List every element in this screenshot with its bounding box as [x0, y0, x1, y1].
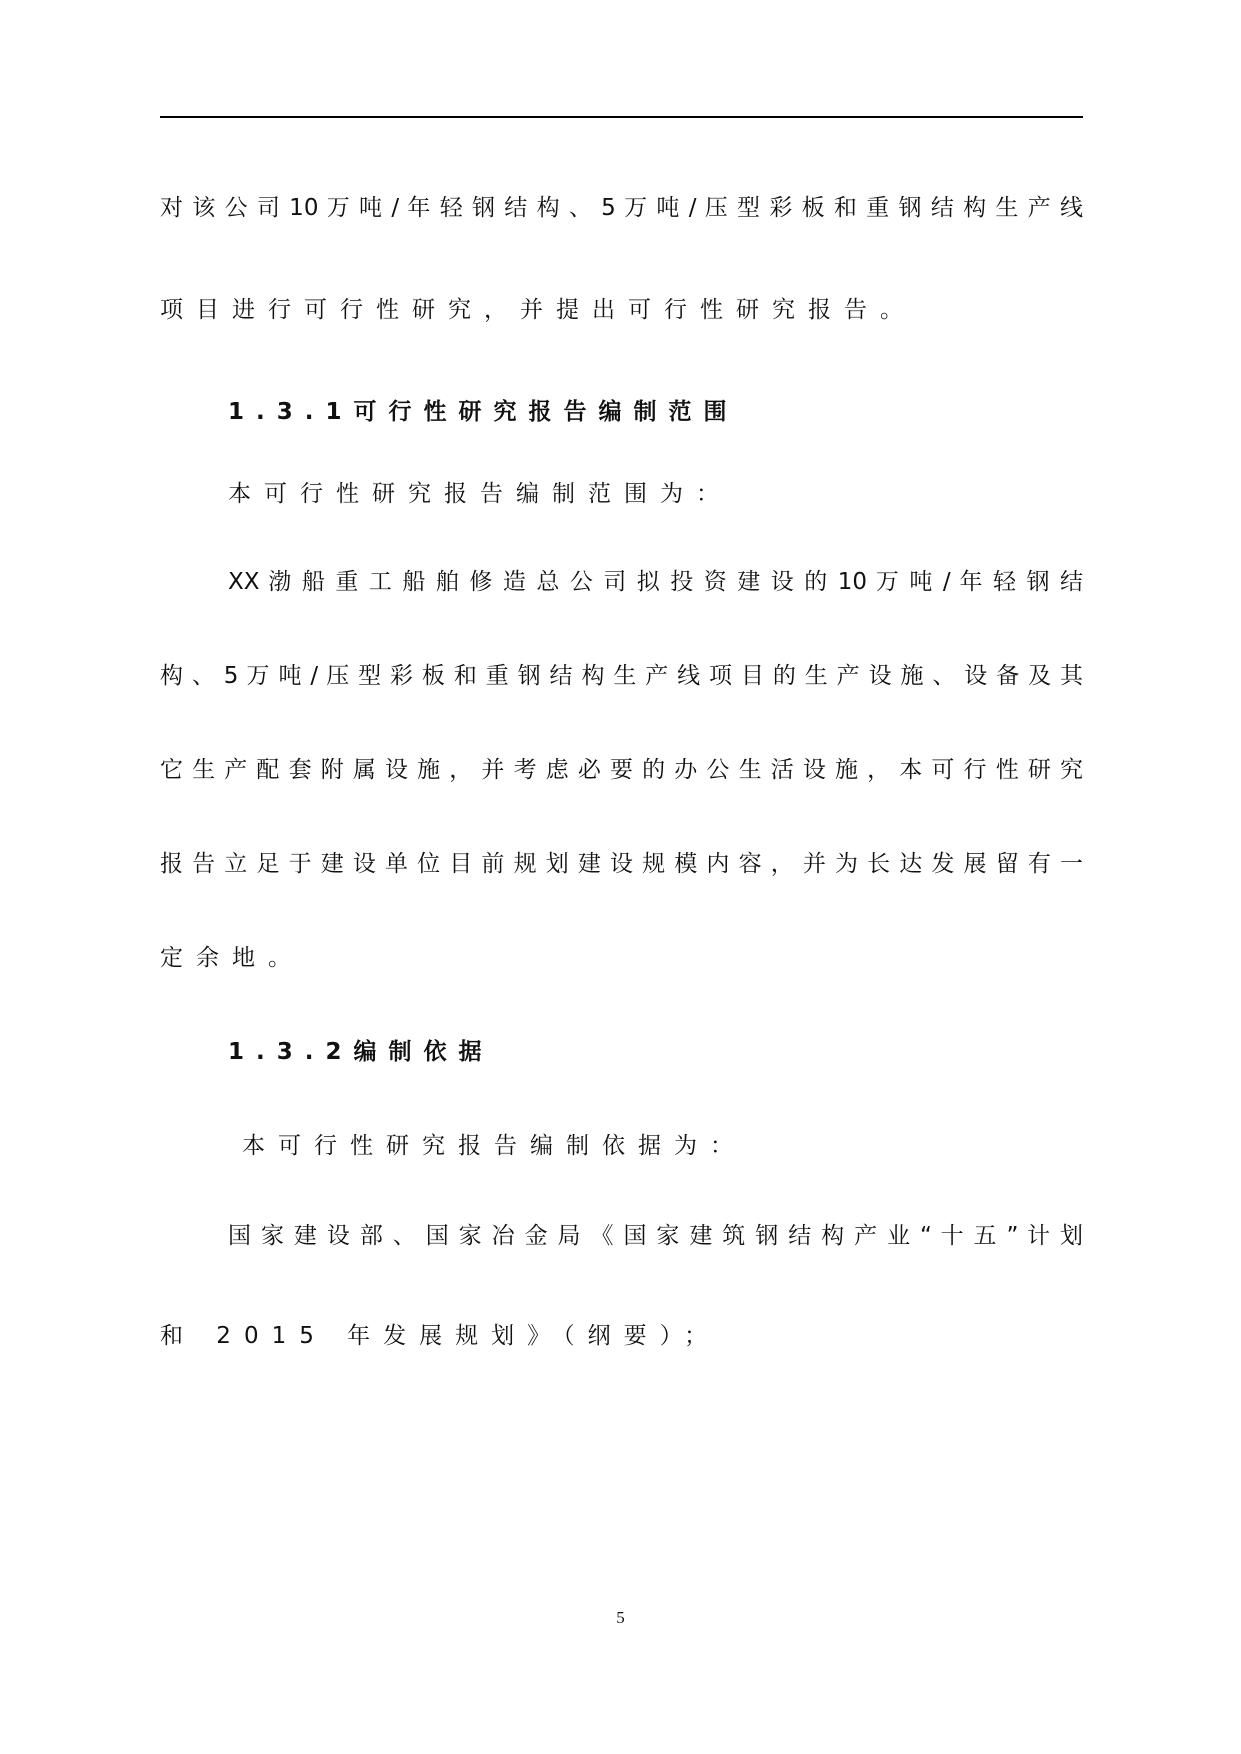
page-number: 5: [616, 1608, 625, 1627]
section-heading-1-3-1: 1.3.1可行性研究报告编制范围: [228, 399, 739, 425]
header-rule: [160, 116, 1083, 118]
section-heading-1-3-2: 1.3.2编制依据: [228, 1039, 494, 1065]
paragraph-line: XX 渤 船 重 工 船 舶 修 造 总 公 司 拟 投 资 建 设 的 10 万 吨 / 年 轻 钢 结: [228, 569, 1083, 595]
paragraph-line: 和 2015 年发展规划》（纲要）；: [160, 1323, 721, 1349]
paragraph-line: 本可行性研究报告编制范围为：: [228, 481, 732, 507]
paragraph-line: 构 、 5 万 吨 / 压 型 彩 板 和 重 钢 结 构 生 产 线 项 目 的 生 产 设 施 、 设 备 及 其: [160, 663, 1083, 689]
paragraph-line: 对 该 公 司 10 万 吨 / 年 轻 钢 结 构 、 5 万 吨 / 压 型 彩 板 和 重 钢 结 构 生 产 线: [160, 195, 1083, 221]
paragraph-line: 它 生 产 配 套 附 属 设 施 ， 并 考 虑 必 要 的 办 公 生 活 设 施 ， 本 可 行 性 研 究: [160, 757, 1083, 783]
paragraph-line: 项目进行可行性研究，并提出可行性研究报告。: [160, 297, 916, 323]
paragraph-line: 定余地。: [160, 945, 304, 971]
paragraph-line: 报 告 立 足 于 建 设 单 位 目 前 规 划 建 设 规 模 内 容 ， 并 为 长 达 发 展 留 有 一: [160, 851, 1083, 877]
paragraph-line: 国 家 建 设 部 、 国 家 冶 金 局 《 国 家 建 筑 钢 结 构 产 业 “ 十 五 ” 计 划: [228, 1223, 1083, 1249]
paragraph-line: 本可行性研究报告编制依据为：: [242, 1133, 746, 1159]
